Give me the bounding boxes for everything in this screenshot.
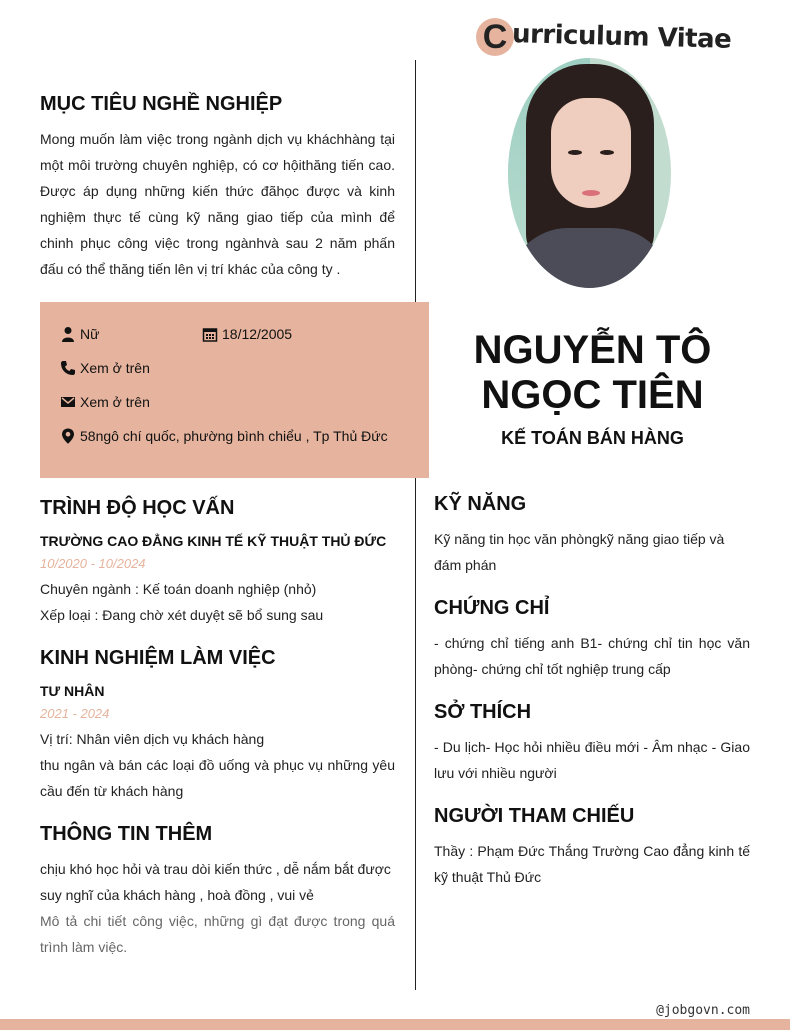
location-pin-icon [60, 428, 76, 444]
education-major: Chuyên ngành : Kế toán doanh nghiệp (nhỏ) [40, 581, 317, 597]
experience-position: Vị trí: Nhân viên dịch vụ khách hàng [40, 731, 265, 747]
profile-photo [508, 58, 671, 288]
education-grade: Xếp loại : Đang chờ xét duyệt sẽ bổ sung sau [40, 607, 324, 623]
additional-info-title: THÔNG TIN THÊM [40, 823, 213, 845]
experience-description: thu ngân và bán các loại đồ uống và phục vụ những yêu cầu đến từ khách hàng [40, 757, 395, 799]
objective-title: MỤC TIÊU NGHỀ NGHIỆP [40, 93, 283, 115]
candidate-name: NGUYỄN TÔ NGỌC TIÊN [473, 328, 712, 417]
birthday-value: 18/12/2005 [222, 326, 293, 342]
experience-period: 2021 - 2024 [40, 706, 110, 721]
skills-title: KỸ NĂNG [434, 493, 527, 515]
education-title: TRÌNH ĐỘ HỌC VẤN [40, 497, 235, 519]
experience-title: KINH NGHIỆM LÀM VIỆC [40, 647, 276, 669]
certificates-text: - chứng chỉ tiếng anh B1- chứng chỉ tin học văn phòng- chứng chỉ tốt nghiệp trung cấp [434, 635, 750, 677]
address-value: 58ngô chí quốc, phường bình chiểu , Tp Thủ Đức [80, 428, 388, 444]
phone-item [60, 360, 150, 376]
user-icon [60, 326, 76, 342]
company-name: TƯ NHÂN [40, 683, 105, 699]
skills-text: Kỹ năng tin học văn phòngkỹ năng giao tiếp và đám phán [434, 531, 725, 573]
logo-text: urriculum Vitae [511, 19, 732, 55]
additional-info-placeholder: Mô tả chi tiết công việc, những gì đạt được trong quá trình làm việc. [40, 913, 395, 955]
gender-value: Nữ [80, 326, 100, 342]
references-text: Thầy : Phạm Đức Thắng Trường Cao đẳng kinh tế kỹ thuật Thủ Đức [434, 843, 750, 885]
column-divider [415, 60, 416, 990]
hobbies-text: - Du lịch- Học hỏi nhiều điều mới - Âm nhạc - Giao lưu với nhiều người [434, 739, 750, 781]
education-period: 10/2020 - 10/2024 [40, 556, 146, 571]
phone-value: Xem ở trên [80, 360, 150, 376]
additional-info-text: chịu khó học hỏi và trau dòi kiến thức , dễ nắm bắt được suy nghĩ của khách hàng , hoà đồng , vui vẻ [40, 861, 391, 903]
certificates-title: CHỨNG CHỈ [434, 597, 550, 619]
email-item [60, 394, 150, 410]
birthday-item [202, 326, 292, 342]
address-item [60, 428, 388, 444]
mail-icon [60, 394, 76, 410]
contact-info-box [40, 302, 429, 478]
hobbies-title: SỞ THÍCH [434, 701, 532, 723]
school-name: TRƯỜNG CAO ĐẲNG KINH TẾ KỸ THUẬT THỦ ĐỨC [40, 533, 387, 549]
job-title: KẾ TOÁN BÁN HÀNG [501, 428, 684, 448]
watermark-text: @jobgovn.com [656, 1003, 750, 1018]
email-value: Xem ở trên [80, 394, 150, 410]
gender-item [60, 326, 99, 342]
footer-bar [0, 1019, 790, 1030]
cv-logo [476, 16, 731, 58]
phone-icon [60, 360, 76, 376]
objective-text: Mong muốn làm việc trong ngành dịch vụ kháchhàng tại một môi trường chuyên nghiệp, có cơ hộithăng tiến cao. Được áp dụng những kiến thức đãhọc được và kinh nghiệm thực tế cùng kỹ năng giao tiếp của mình để chinh phục công việc trong ngànhvà sau 2 năm phấn đấu có thể thăng tiến lên vị trí khác của công ty . [40, 131, 395, 277]
logo-circle [476, 18, 514, 56]
calendar-icon [202, 326, 218, 342]
logo-letter: C [482, 18, 508, 56]
references-title: NGƯỜI THAM CHIẾU [434, 805, 635, 827]
